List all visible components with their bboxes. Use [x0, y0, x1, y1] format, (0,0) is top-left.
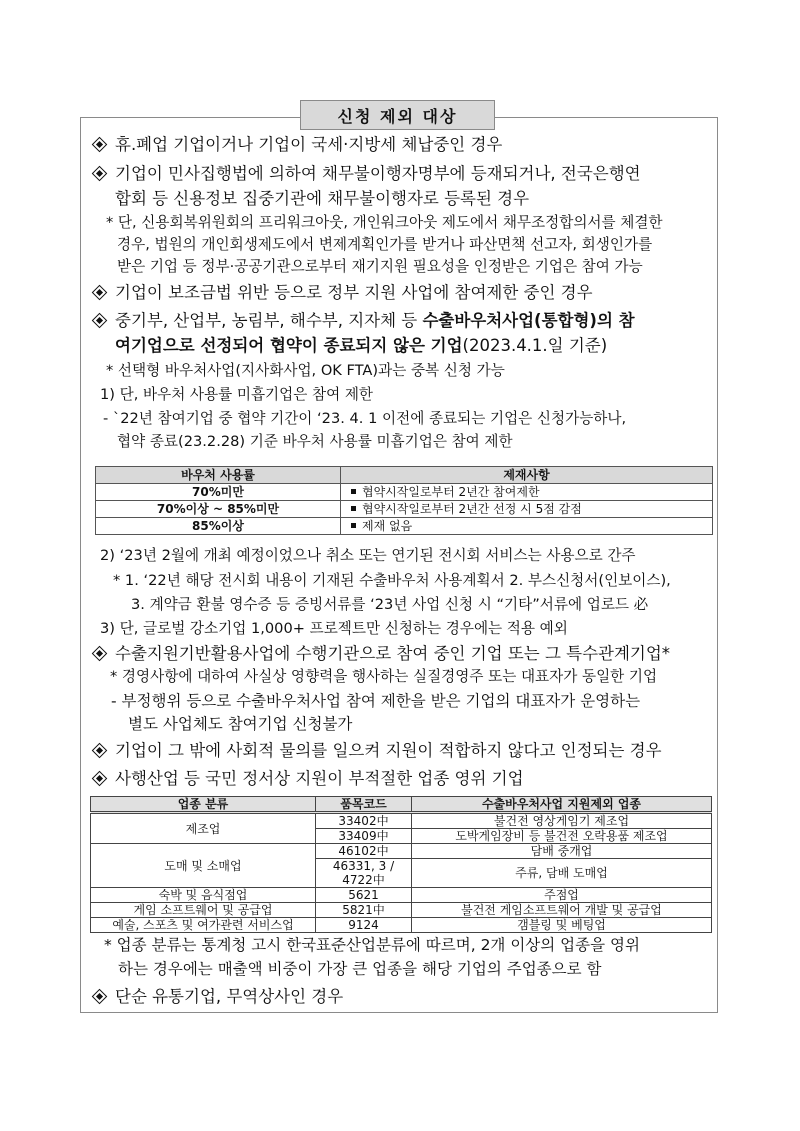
numbered-text: 1) 단, 바우처 사용률 미흡기업은 참여 제한: [100, 386, 374, 403]
exclusion-item-cont: 합회 등 신용정보 집중기관에 채무불이행자로 등록된 경우: [115, 189, 530, 208]
table-row: 46331, 3 / 4722中 주류, 담배 도매업: [91, 859, 712, 888]
diamond-bullet-icon: [92, 771, 106, 785]
exclusion-item: 휴.폐업 기업이거나 기업이 국세·지방세 체납중인 경우: [92, 134, 502, 156]
note-text: * 1. ‘22년 해당 전시회 내용이 기재된 수출바우처 사용계획서 2. 부스신청서(인보이스),: [113, 572, 671, 589]
exclusion-item: 사행산업 등 국민 정서상 지원이 부적절한 업종 영위 기업: [92, 768, 524, 790]
note-text: 경우, 법원의 개인회생제도에서 변제계획인가를 받거나 파산면책 선고자, 회생인가를: [117, 236, 653, 253]
table-row: 70%이상 ~ 85%미만 협약시작일로부터 2년간 선정 시 5점 감점: [96, 501, 713, 518]
diamond-bullet-icon: [92, 646, 106, 660]
note-text: * 업종 분류는 통계청 고시 한국표준산업분류에 따르며, 2개 이상의 업종을 영위: [104, 936, 640, 954]
diamond-bullet-icon: [92, 313, 106, 327]
column-header: 제재사항: [341, 467, 713, 484]
square-bullet-icon: [351, 506, 356, 511]
column-header: 바우처 사용률: [96, 467, 341, 484]
exclusion-item-cont: 여기업으로 선정되어 협약이 종료되지 않은 기업(2023.4.1.일 기준): [115, 336, 608, 355]
excluded-industry-table: [90, 796, 712, 933]
note-text: * 경영사항에 대하여 사실상 영향력을 행사하는 실질경영주 또는 대표자가 동일한 기업: [110, 668, 658, 685]
section-title: 신청 제외 대상: [300, 100, 495, 130]
column-header: 수출바우처사업 지원제외 업종: [412, 797, 712, 813]
square-bullet-icon: [351, 523, 356, 528]
table-row: 70%미만 협약시작일로부터 2년간 참여제한: [96, 484, 713, 501]
dash-text: - 부정행위 등으로 수출바우처사업 참여 제한을 받은 기업의 대표자가 운영하는: [111, 692, 641, 710]
voucher-usage-table: [95, 466, 713, 535]
note-text: 3. 계약금 환불 영수증 등 증빙서류를 ‘23년 사업 신청 시 “기타”서류에 업로드 必: [131, 596, 649, 613]
table-header-row: [96, 467, 713, 484]
exclusion-item: 기업이 그 밖에 사회적 물의를 일으켜 지원이 적합하지 않다고 인정되는 경우: [92, 740, 662, 762]
table-row: 제조업 33402中 불건전 영상게임기 제조업: [91, 813, 712, 829]
note-text: 하는 경우에는 매출액 비중이 가장 큰 업종을 해당 기업의 주업종으로 함: [118, 960, 602, 978]
table-row: 게임 소프트웨어 및 공급업 5821中 불건전 게임소프트웨어 개발 및 공급업: [91, 903, 712, 918]
exclusion-item: 기업이 민사집행법에 의하여 채무불이행자명부에 등재되거나, 전국은행연: [92, 163, 641, 185]
table-row: 숙박 및 음식점업 5621 주점업: [91, 888, 712, 903]
note-text: * 선택형 바우처사업(지사화사업, OK FTA)과는 중복 신청 가능: [106, 362, 505, 379]
numbered-text: 2) ‘23년 2월에 개최 예정이었으나 취소 또는 연기된 전시회 서비스는 사용으로 간주: [100, 547, 636, 564]
exclusion-item: 단순 유통기업, 무역상사인 경우: [92, 986, 343, 1008]
numbered-text: 3) 단, 글로벌 강소기업 1,000+ 프로젝트만 신청하는 경우에는 적용 예외: [100, 620, 568, 637]
exclusion-item: 수출지원기반활용사업에 수행기관으로 참여 중인 기업 또는 그 특수관계기업*: [92, 643, 670, 665]
column-header: 업종 분류: [91, 797, 316, 813]
diamond-bullet-icon: [92, 137, 106, 151]
table-header-row: [91, 797, 712, 813]
dash-text: 협약 종료(23.2.28) 기준 바우처 사용률 미흡기업은 참여 제한: [117, 433, 513, 450]
column-header: 품목코드: [316, 797, 412, 813]
table-row: 도매 및 소매업 46102中 담배 중개업: [91, 844, 712, 859]
diamond-bullet-icon: [92, 285, 106, 299]
table-row: 예술, 스포츠 및 여가관련 서비스업 9124 갬블링 및 베팅업: [91, 918, 712, 933]
table-row: 33409中 도박게임장비 등 불건전 오락용품 제조업: [91, 829, 712, 844]
exclusion-item: 중기부, 산업부, 농림부, 해수부, 지자체 등 수출바우처사업(통합형)의 참: [92, 310, 635, 332]
exclusion-item: 기업이 보조금법 위반 등으로 정부 지원 사업에 참여제한 중인 경우: [92, 282, 593, 304]
square-bullet-icon: [351, 489, 356, 494]
dash-text: 별도 사업체도 참여기업 신청불가: [128, 715, 353, 733]
diamond-bullet-icon: [92, 989, 106, 1003]
note-text: * 단, 신용회복위원회의 프리워크아웃, 개인워크아웃 제도에서 채무조정합의서를 체결한: [106, 214, 663, 231]
diamond-bullet-icon: [92, 166, 106, 180]
table-row: 85%이상 제재 없음: [96, 518, 713, 535]
note-text: 받은 기업 등 정부·공공기관으로부터 재기지원 필요성을 인정받은 기업은 참여 가능: [117, 258, 643, 275]
diamond-bullet-icon: [92, 743, 106, 757]
dash-text: - `22년 참여기업 중 협약 기간이 ‘23. 4. 1 이전에 종료되는 기업은 신청가능하나,: [103, 410, 627, 427]
